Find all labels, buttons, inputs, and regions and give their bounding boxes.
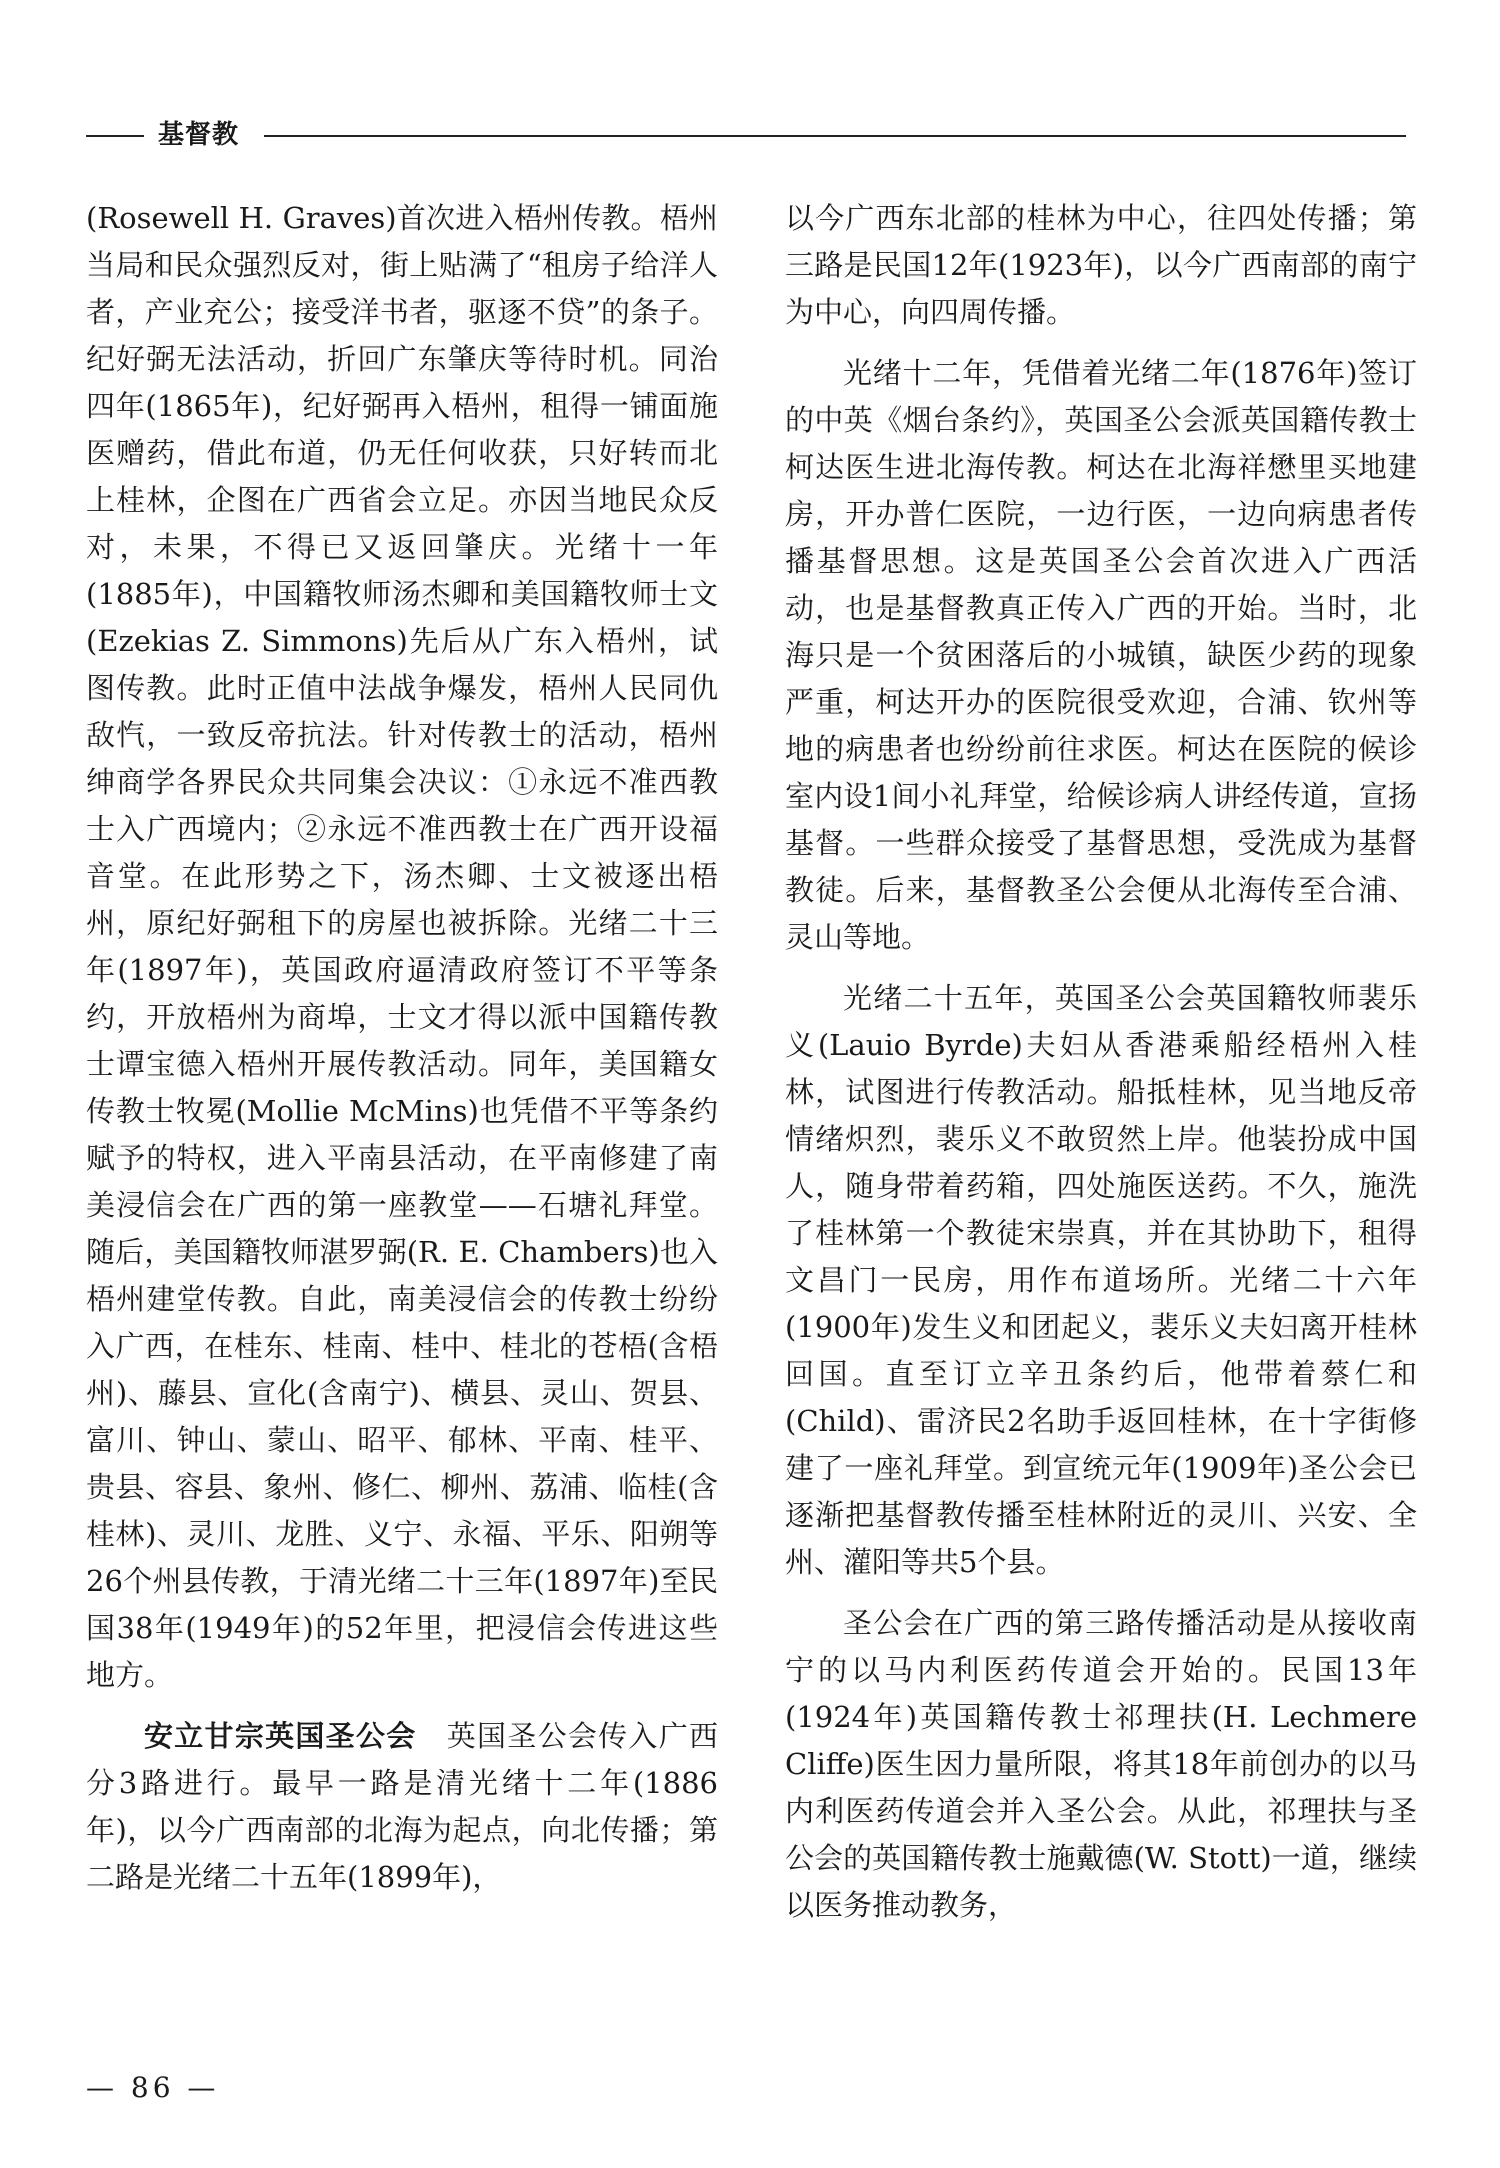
header-rule-right [264,135,1406,137]
right-paragraph-1: 以今广西东北部的桂林为中心，往四处传播；第三路是民国12年(1923年)，以今广西南部的南宁为中心，向四周传播。 [785,201,1417,329]
subsection-heading: 安立甘宗英国圣公会 [144,1719,417,1753]
right-column [785,195,1417,1943]
header-rule-left [86,135,144,137]
left-paragraph-2 [86,1713,718,1901]
right-paragraph-2: 光绪十二年，凭借着光绪二年(1876年)签订的中英《烟台条约》，英国圣公会派英国籍传教士柯达医生进北海传教。柯达在北海祥懋里买地建房，开办普仁医院，一边行医，一边向病患者传播基督思想。这是英国圣公会首次进入广西活动，也是基督教真正传入广西的开始。当时，北海只是一个贫困落后的小城镇，缺医少药的现象严重，柯达开办的医院很受欢迎，合浦、钦州等地的病患者也纷纷前往求医。柯达在医院的候诊室内设1间小礼拜堂，给候诊病人讲经传道，宣扬基督。一些群众接受了基督思想，受洗成为基督教徒。后来，基督教圣公会便从北海传至合浦、灵山等地。 [785,356,1417,954]
left-paragraph-2-body: 英国圣公会传入广西分3路进行。最早一路是清光绪十二年(1886年)，以今广西南部的北海为起点，向北传播；第二路是光绪二十五年(1899年)， [86,1719,718,1894]
left-paragraph-1: (Rosewell H. Graves)首次进入梧州传教。梧州当局和民众强烈反对，街上贴满了“租房子给洋人者，产业充公；接受洋书者，驱逐不贷”的条子。纪好弼无法活动，折回广东肇庆等待时机。同治四年(1865年)，纪好弼再入梧州，租得一铺面施医赠药，借此布道，仍无任何收获，只好转而北上桂林，企图在广西省会立足。亦因当地民众反对，未果，不得已又返回肇庆。光绪十一年(1885年)，中国籍牧师汤杰卿和美国籍牧师士文(Ezekias Z. Simmons)先后从广东入梧州，试图传教。此时正值中法战争爆发，梧州人民同仇敌忾，一致反帝抗法。针对传教士的活动，梧州绅商学各界民众共同集会决议：①永远不准西教士入广西境内；②永远不准西教士在广西开设福音堂。在此形势之下，汤杰卿、士文被逐出梧州，原纪好弼租下的房屋也被拆除。光绪二十三年(1897年)，英国政府逼清政府签订不平等条约，开放梧州为商埠，士文才得以派中国籍传教士谭宝德入梧州开展传教活动。同年，美国籍女传教士牧冕(Mollie McMins)也凭借不平等条约赋予的特权，进入平南县活动，在平南修建了南美浸信会在广西的第一座教堂——石塘礼拜堂。随后，美国籍牧师湛罗弼(R. E. Chambers)也入梧州建堂传教。自此，南美浸信会的传教士纷纷入广西，在桂东、桂南、桂中、桂北的苍梧(含梧州)、藤县、宣化(含南宁)、横县、灵山、贺县、富川、钟山、蒙山、昭平、郁林、平南、桂平、贵县、容县、象州、修仁、柳州、荔浦、临桂(含桂林)、灵川、龙胜、义宁、永福、平乐、阳朔等26个州县传教，于清光绪二十三年(1897年)至民国38年(1949年)的52年里，把浸信会传进这些地方。 [86,201,718,1692]
page-number: — 86 — [86,2071,220,2104]
right-paragraph-3: 光绪二十五年，英国圣公会英国籍牧师裴乐义(Lauio Byrde)夫妇从香港乘船经梧州入桂林，试图进行传教活动。船抵桂林，见当地反帝情绪炽烈，裴乐义不敢贸然上岸。他装扮成中国人，随身带着药箱，四处施医送药。不久，施洗了桂林第一个教徒宋崇真，并在其协助下，租得文昌门一民房，用作布道场所。光绪二十六年(1900年)发生义和团起义，裴乐义夫妇离开桂林回国。直至订立辛丑条约后，他带着蔡仁和(Child)、雷济民2名助手返回桂林，在十字街修建了一座礼拜堂。到宣统元年(1909年)圣公会已逐渐把基督教传播至桂林附近的灵川、兴安、全州、灌阳等共5个县。 [785,981,1417,1579]
running-header [86,118,1406,154]
section-title: 基督教 [158,120,240,150]
right-paragraph-4: 圣公会在广西的第三路传播活动是从接收南宁的以马内利医药传道会开始的。民国13年(1924年)英国籍传教士祁理扶(H. Lechmere Cliffe)医生因力量所限，将其18年前创办的以马内利医药传道会并入圣公会。从此，祁理扶与圣公会的英国籍传教士施戴德(W. Stott)一道，继续以医务推动教务， [785,1606,1417,1922]
left-column [86,195,718,1915]
